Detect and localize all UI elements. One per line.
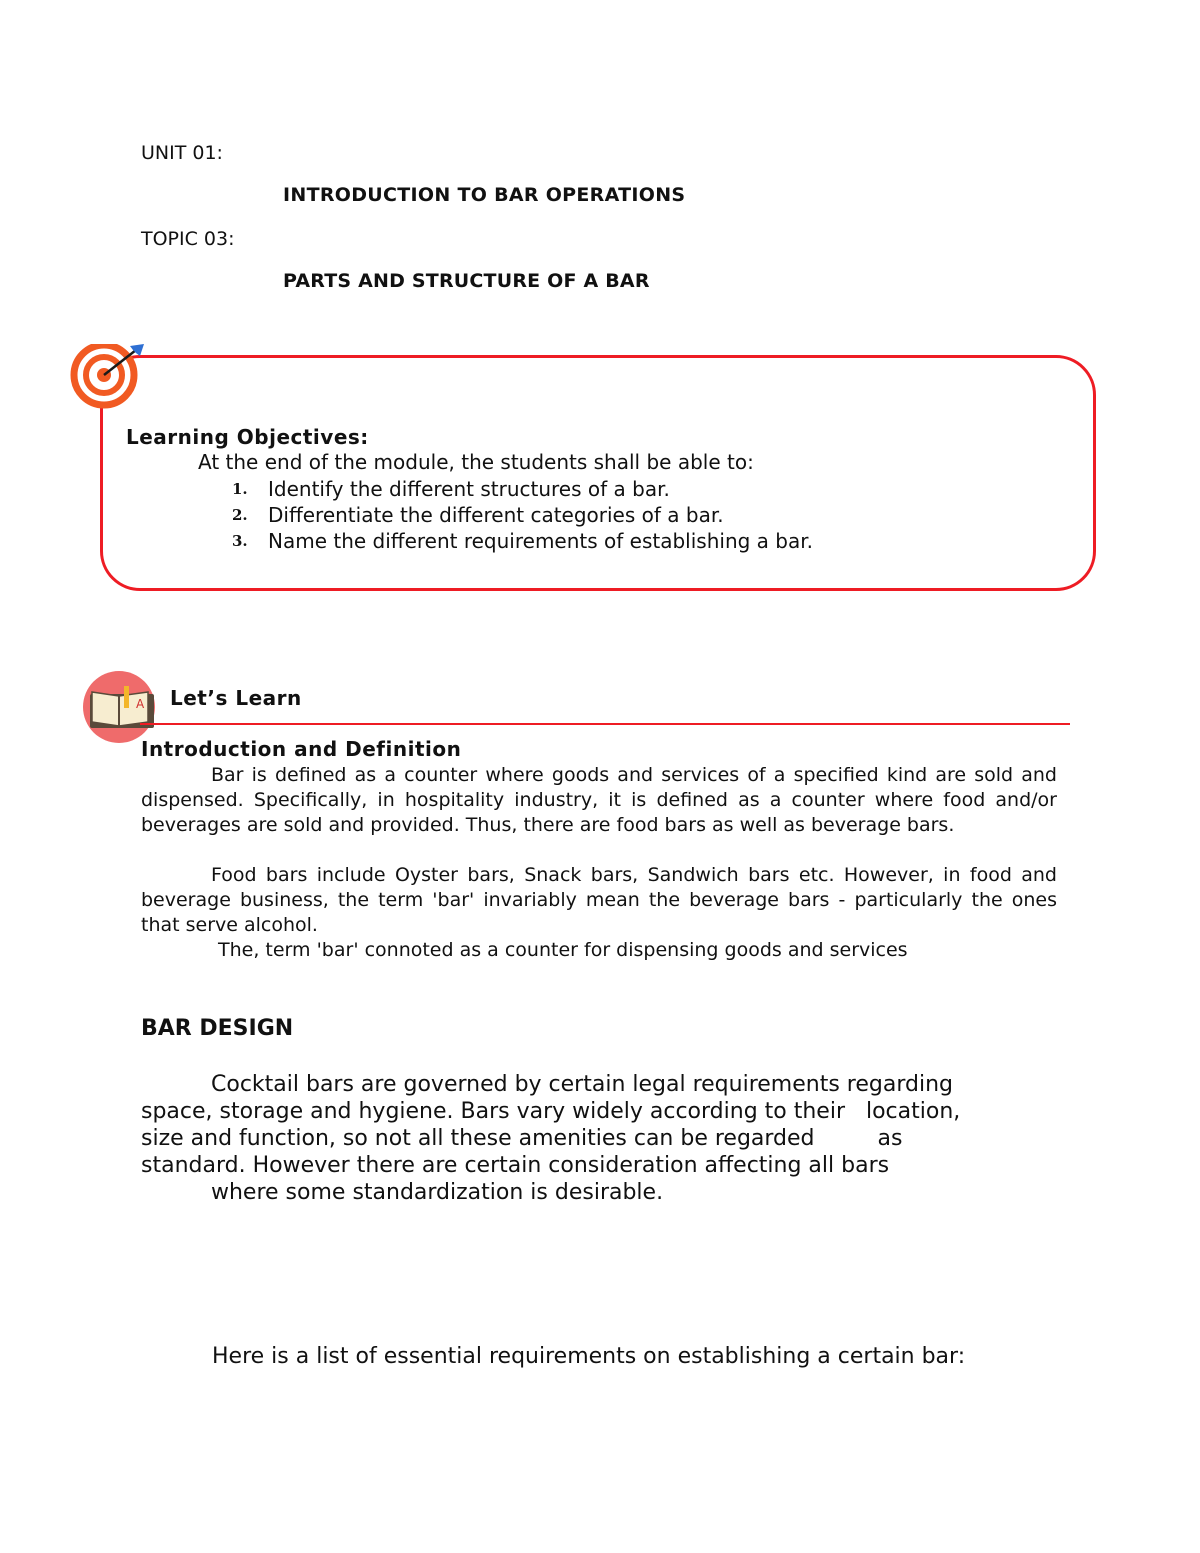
book-icon xyxy=(80,670,160,744)
lets-learn-heading: Let’s Learn xyxy=(170,686,302,710)
svg-text:A: A xyxy=(136,697,145,711)
topic-title: PARTS AND STRUCTURE OF A BAR xyxy=(283,270,650,292)
objectives-list xyxy=(232,476,813,554)
paragraph-food-bars: Food bars include Oyster bars, Snack bars, Sandwich bars etc. However, in food and beverage business, the term 'bar' invariably mean the beverage bars - particularly the ones that serve alcohol. xyxy=(141,864,1057,936)
list-item: 1. Identify the different structures of a bar. xyxy=(232,477,670,501)
objectives-intro: At the end of the module, the students shall be able to: xyxy=(198,450,754,474)
unit-title: INTRODUCTION TO BAR OPERATIONS xyxy=(283,184,686,206)
divider xyxy=(140,723,1070,725)
unit-label: UNIT 01: xyxy=(141,142,223,164)
bar-design-paragraph: Cocktail bars are governed by certain legal requirements regarding space, storage and hygiene. Bars vary widely according to their location, size and function, so not all these amenities can be regarded as standard. However there are certain consideration affecting all bars where some standardization is desirable. xyxy=(141,1072,961,1205)
intro-heading: Introduction and Definition xyxy=(141,737,462,761)
requirements-intro: Here is a list of essential requirements on establishing a certain bar: xyxy=(212,1344,966,1369)
list-item: 3. Name the different requirements of establishing a bar. xyxy=(232,529,813,553)
paragraph-definition: Bar is defined as a counter where goods and services of a specified kind are sold and dispensed. Specifically, in hospitality industry, it is defined as a counter where food and/or beverages are sold and provided. Thus, there are food bars as well as beverage bars. xyxy=(141,764,1057,836)
objectives-heading: Learning Objectives: xyxy=(126,425,369,449)
target-icon xyxy=(64,344,148,410)
topic-label: TOPIC 03: xyxy=(141,228,235,250)
bar-design-heading: BAR DESIGN xyxy=(141,1016,294,1041)
list-item: 2. Differentiate the different categories of a bar. xyxy=(232,503,724,527)
paragraph-term-bar: The, term 'bar' connoted as a counter for dispensing goods and services xyxy=(218,939,908,961)
